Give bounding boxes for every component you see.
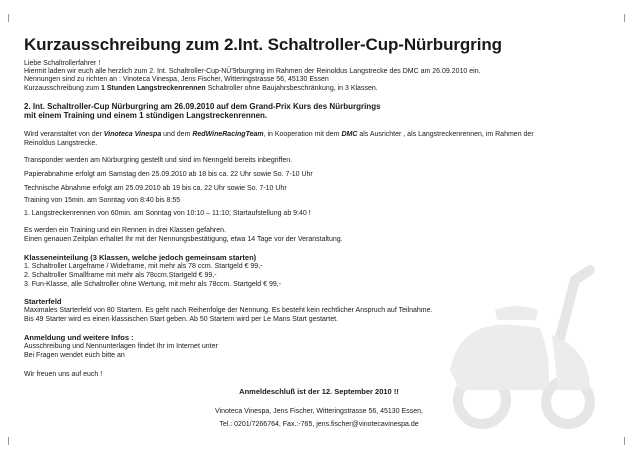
detail-line: Transponder werden am Nürburgring gestellt und sind im Nenngeld bereits inbegriffen. [24, 157, 293, 164]
starterfeld-line: Maximales Starterfeld von 80 Startern. Es geht nach Reihenfolge der Nennung. Es besteht kein rechtlicher Anspruch auf Teilnahme. [24, 307, 433, 314]
organizer-text: Wird veranstaltet von der [24, 131, 104, 138]
intro-line: Hiermit laden wir euch alle herzlich zum 2. Int. Schaltroller-Cup-NÜ'9rburgring im Rahmen der Reinoldus Langstrecke des DMC am 26.09.2010 ein. [24, 68, 481, 75]
intro-line: Nennungen sind zu richten an : Vinoteca Vinespa, Jens Fischer, Witteringstrasse 56, 45130 Essen [24, 76, 329, 83]
detail-line: 1. Langstreckenrennen von 60min. am Sonntag von 10:10 – 11:10; Startaufstellung ab 9:40 ! [24, 210, 311, 217]
registration-heading: Anmeldung und weitere Infos : [24, 333, 134, 342]
intro-line: Liebe Schaltrollerfahrer ! [24, 60, 101, 67]
sponsor-vinespa: Vinoteca Vinespa [103, 131, 162, 138]
crop-mark-top-left [8, 14, 9, 22]
contact-phone: Tel.: 0201/7266764, Fax.:-765, jens.fischer@vinotecavinespa.de [219, 421, 419, 428]
registration-line: Bei Fragen wendet euch bitte an [24, 352, 125, 359]
crop-mark-bottom-left [8, 437, 9, 445]
class-item: 3. Fun-Klasse, alle Schaltroller ohne Wertung, mit mehr als 78ccm. Startgeld € 99,- [24, 281, 282, 288]
event-heading: mit einem Training und einem 1 stündigen Langstreckenrennen. [24, 111, 268, 120]
race-format: 1 Stunden Langstreckenrennen [101, 85, 206, 92]
registration-line: Ausschreibung und Nennunterlagen findet Ihr im Internet unter [24, 343, 218, 350]
intro-text: Schaltroller ohne Baujahrsbeschränkung, in 3 Klassen. [205, 85, 378, 92]
schedule-note: Es werden ein Training und ein Rennen in drei Klassen gefahren. [24, 227, 226, 234]
class-item: 1. Schaltroller Largeframe / Wideframe, mit mehr als 78 ccm. Startgeld € 99,- [24, 263, 263, 270]
schedule-note: Einen genauen Zeitplan erhaltet Ihr mit der Nennungsbestätigung, etwa 14 Tage vor der Veranstaltung. [24, 236, 343, 243]
contact-address: Vinoteca Vinespa, Jens Fischer, Witteringstrasse 56, 45130 Essen, [215, 408, 423, 415]
classes-heading: Klasseneinteilung (3 Klassen, welche jedoch gemeinsam starten) [24, 253, 257, 262]
detail-line: Technische Abnahme erfolgt am 25.09.2010 ab 19 bis ca. 22 Uhr sowie So. 7-10 Uhr [24, 185, 287, 192]
starterfeld-heading: Starterfeld [24, 297, 62, 306]
organizer-text: , in Kooperation mit dem [263, 131, 342, 138]
class-item: 2. Schaltroller Smallframe mit mehr als 78ccm.Startgeld € 99,- [24, 272, 217, 279]
closing-line: Wir freuen uns auf euch ! [24, 371, 103, 378]
organizer-text: und dem [161, 131, 193, 138]
starterfeld-line: Bis 49 Starter wird es einen klassischen Start geben. Ab 50 Startern wird per Le Mans Start gestartet. [24, 316, 338, 323]
organizer-line [24, 130, 534, 139]
event-heading: 2. Int. Schaltroller-Cup Nürburgring am 26.09.2010 auf dem Grand-Prix Kurs des Nürburgrings [24, 102, 381, 111]
deadline: Anmeldeschluß ist der 12. September 2010 !! [239, 387, 399, 396]
sponsor-redwineracingteam: RedWineRacingTeam [192, 131, 264, 138]
club-dmc: DMC [341, 131, 358, 138]
crop-mark-top-right [624, 14, 625, 22]
organizer-text: als Ausrichter , als Langstreckenrennen, im Rahmen der [357, 131, 534, 138]
organizer-line: Reinoldus Langstrecke. [24, 140, 98, 147]
intro-line [24, 84, 378, 93]
detail-line: Papierabnahme erfolgt am Samstag den 25.09.2010 ab 18 bis ca. 22 Uhr sowie So. 7-10 Uhr [24, 171, 313, 178]
page-title: Kurzausschreibung zum 2.Int. Schaltroller-Cup-Nürburgring [24, 35, 502, 54]
intro-text: Kurzausschreibung zum [24, 85, 102, 92]
detail-line: Training von 15min. am Sonntag von 8:40 bis 8:55 [24, 197, 181, 204]
